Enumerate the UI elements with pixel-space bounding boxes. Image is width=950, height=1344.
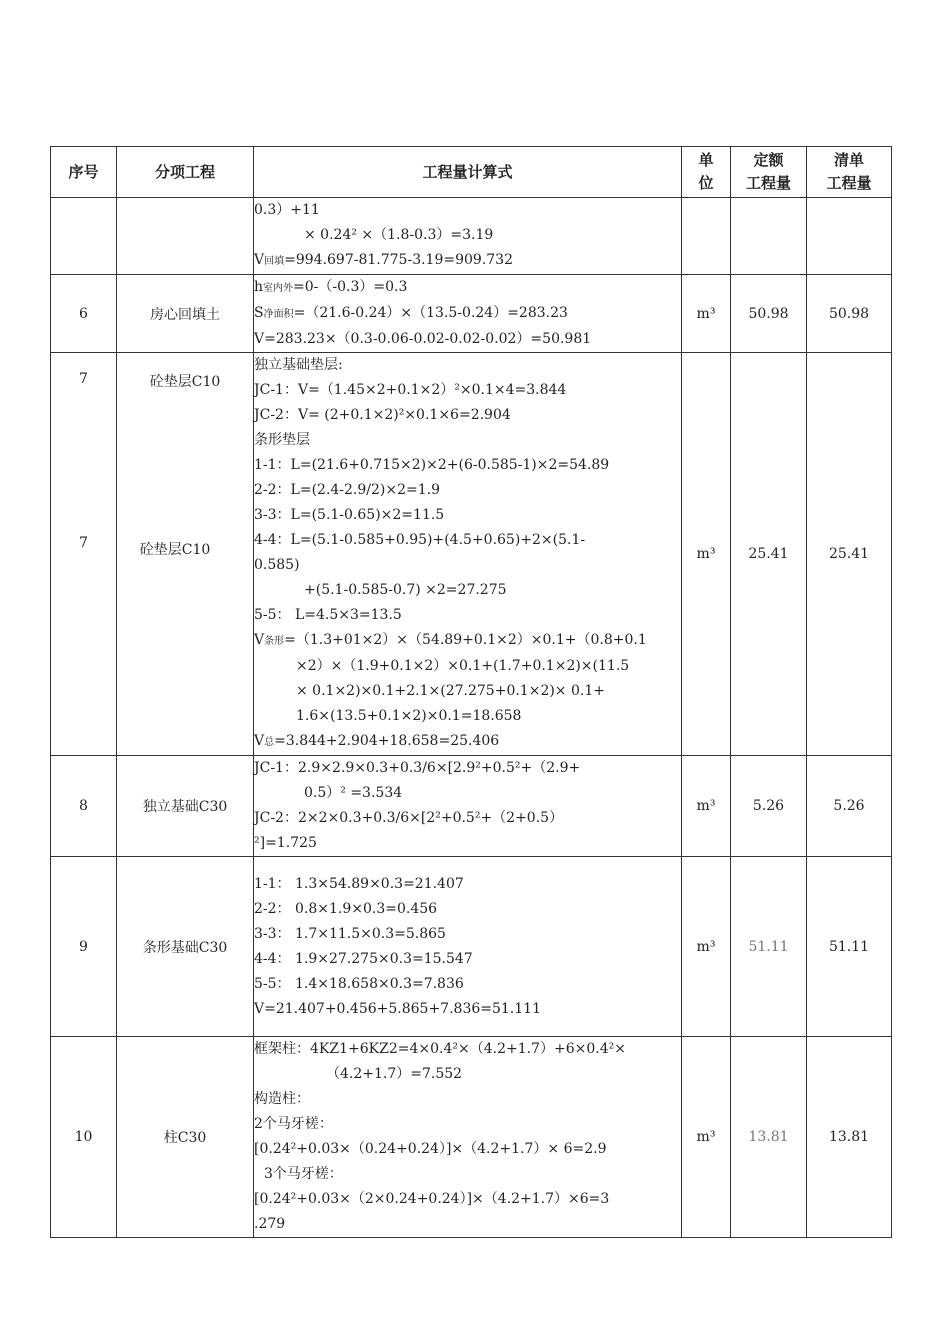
table-row bbox=[51, 756, 892, 857]
item-cell: 房心回填土 bbox=[117, 275, 254, 353]
formula-line bbox=[254, 628, 681, 654]
item-cell bbox=[117, 353, 254, 756]
list-cell: 50.98 bbox=[807, 275, 892, 353]
quota-cell: 5.26 bbox=[731, 756, 807, 857]
header-quota-line2: 工程量 bbox=[745, 174, 791, 192]
header-seq: 序号 bbox=[51, 147, 117, 198]
header-unit-line1: 单 bbox=[698, 151, 714, 169]
formula-text: V bbox=[254, 733, 265, 749]
formula-line: +(5.1-0.585-0.7) ×2=27.275 bbox=[304, 582, 507, 598]
formula-subscript: 回填 bbox=[264, 256, 285, 267]
unit-cell: m³ bbox=[682, 353, 731, 756]
quantity-table bbox=[50, 146, 892, 1238]
formula-line: ×2）×（1.9+0.1×2）×0.1+(1.7+0.1×2)×(11.5 bbox=[296, 658, 630, 674]
formula-line: 3-3：L=(5.1-0.65)×2=11.5 bbox=[254, 507, 445, 523]
table-row bbox=[51, 353, 892, 756]
quota-cell: 51.11 bbox=[731, 857, 807, 1037]
formula-line: .279 bbox=[254, 1216, 286, 1232]
formula-line: 3-3： 1.7×11.5×0.3=5.865 bbox=[254, 925, 446, 942]
formula-cell bbox=[254, 1037, 682, 1238]
list-cell: 13.81 bbox=[807, 1037, 892, 1238]
seq-cell bbox=[51, 198, 117, 275]
seq-cell: 10 bbox=[51, 1037, 117, 1238]
unit-cell: m³ bbox=[682, 857, 731, 1037]
formula-line: V=283.23×（0.3-0.06-0.02-0.02-0.02）=50.981 bbox=[254, 331, 592, 347]
header-list-line1: 清单 bbox=[833, 151, 864, 169]
formula-text: =（1.3+01×2）×（54.89+0.1×2）×0.1+（0.8+0.1 bbox=[284, 632, 647, 648]
formula-line: 1-1： 1.3×54.89×0.3=21.407 bbox=[254, 875, 464, 892]
formula-cell bbox=[254, 198, 682, 275]
formula-line: JC-2：V= (2+0.1×2)²×0.1×6=2.904 bbox=[254, 407, 511, 423]
formula-line: 0.3）+11 bbox=[254, 202, 320, 218]
formula-line: 2-2：L=(2.4-2.9/2)×2=1.9 bbox=[254, 482, 441, 498]
item-cell bbox=[117, 198, 254, 275]
formula-subscript: 总 bbox=[264, 737, 275, 748]
header-list bbox=[807, 147, 892, 198]
list-cell bbox=[807, 198, 892, 275]
header-row bbox=[51, 147, 892, 198]
formula-cell bbox=[254, 275, 682, 353]
header-list-line2: 工程量 bbox=[826, 174, 872, 192]
table-row bbox=[51, 275, 892, 353]
seq-top-label: 7 bbox=[79, 371, 88, 387]
formula-subscript: 室内外 bbox=[263, 283, 294, 294]
formula-line: 4-4： 1.9×27.275×0.3=15.547 bbox=[254, 950, 473, 967]
formula-line: 条形垫层 bbox=[254, 432, 310, 448]
table-row bbox=[51, 857, 892, 1037]
unit-cell: m³ bbox=[682, 756, 731, 857]
formula-text: V bbox=[254, 632, 265, 648]
unit-cell: m³ bbox=[682, 1037, 731, 1238]
seq-cell: 9 bbox=[51, 857, 117, 1037]
formula-subscript: 条形 bbox=[264, 636, 285, 647]
header-quota bbox=[731, 147, 807, 198]
formula-line: 构造柱： bbox=[254, 1091, 310, 1107]
list-cell: 51.11 bbox=[807, 857, 892, 1037]
formula-line: 2个马牙槎： bbox=[254, 1116, 333, 1132]
formula-line: × 0.24² ×（1.8-0.3）=3.19 bbox=[304, 227, 494, 243]
item-cell: 条形基础C30 bbox=[117, 857, 254, 1037]
quota-cell: 50.98 bbox=[731, 275, 807, 353]
formula-line: JC-1：V=（1.45×2+0.1×2）²×0.1×4=3.844 bbox=[254, 382, 567, 398]
formula-line: 0.5）² =3.534 bbox=[304, 785, 403, 801]
quota-cell bbox=[731, 198, 807, 275]
header-item: 分项工程 bbox=[117, 147, 254, 198]
header-unit-line2: 位 bbox=[698, 174, 714, 192]
formula-line bbox=[254, 729, 681, 755]
table-row bbox=[51, 1037, 892, 1238]
unit-cell: m³ bbox=[682, 275, 731, 353]
formula-subscript: 净面积 bbox=[263, 309, 294, 320]
seq-cell: 6 bbox=[51, 275, 117, 353]
formula-text: =3.844+2.904+18.658=25.406 bbox=[274, 733, 500, 749]
item-cell: 柱C30 bbox=[117, 1037, 254, 1238]
formula-line: [0.24²+0.03×（2×0.24+0.24）]×（4.2+1.7）×6=3 bbox=[254, 1191, 610, 1207]
formula-line: 1-1：L=(21.6+0.715×2)×2+(6-0.585-1)×2=54.89 bbox=[254, 457, 610, 473]
header-unit bbox=[682, 147, 731, 198]
formula-cell bbox=[254, 353, 682, 756]
formula-line: 0.585) bbox=[254, 557, 300, 573]
formula-line: 2-2： 0.8×1.9×0.3=0.456 bbox=[254, 900, 438, 917]
unit-cell bbox=[682, 198, 731, 275]
formula-text: =0-（-0.3）=0.3 bbox=[293, 279, 408, 295]
formula-line: JC-2：2×2×0.3+0.3/6×[2²+0.5²+（2+0.5） bbox=[254, 810, 564, 826]
quota-cell: 25.41 bbox=[731, 353, 807, 756]
formula-text: V bbox=[254, 252, 265, 268]
formula-cell bbox=[254, 857, 682, 1037]
table-row bbox=[51, 198, 892, 275]
formula-line: 1.6×(13.5+0.1×2)×0.1=18.658 bbox=[296, 708, 522, 724]
formula-line: 5-5： L=4.5×3=13.5 bbox=[254, 607, 402, 623]
formula-text: h bbox=[254, 279, 264, 295]
list-cell: 25.41 bbox=[807, 353, 892, 756]
list-cell: 5.26 bbox=[807, 756, 892, 857]
formula-line: × 0.1×2)×0.1+2.1×(27.275+0.1×2)× 0.1+ bbox=[296, 683, 605, 699]
formula-line bbox=[254, 301, 681, 327]
formula-text: =994.697-81.775-3.19=909.732 bbox=[284, 252, 513, 268]
seq-cell bbox=[51, 353, 117, 756]
quota-cell: 13.81 bbox=[731, 1037, 807, 1238]
item-top-label: 砼垫层C10 bbox=[149, 374, 221, 390]
formula-line bbox=[254, 275, 681, 301]
formula-text: =（21.6-0.24）×（13.5-0.24）=283.23 bbox=[293, 305, 568, 321]
formula-line: 4-4：L=(5.1-0.585+0.95)+(4.5+0.65)+2×(5.1- bbox=[254, 532, 586, 548]
formula-line: [0.24²+0.03×（0.24+0.24）]×（4.2+1.7）× 6=2.9 bbox=[254, 1141, 607, 1157]
item-label: 砼垫层C10 bbox=[139, 542, 211, 558]
seq-cell: 8 bbox=[51, 756, 117, 857]
header-formula: 工程量计算式 bbox=[254, 147, 682, 198]
formula-cell bbox=[254, 756, 682, 857]
formula-line bbox=[254, 248, 681, 274]
seq-label: 7 bbox=[79, 535, 88, 551]
formula-line: V=21.407+0.456+5.865+7.836=51.111 bbox=[254, 1000, 541, 1017]
formula-line: 框架柱：4KZ1+6KZ2=4×0.4²×（4.2+1.7）+6×0.4²× bbox=[254, 1041, 626, 1057]
item-cell: 独立基础C30 bbox=[117, 756, 254, 857]
formula-line: JC-1：2.9×2.9×0.3+0.3/6×[2.9²+0.5²+（2.9+ bbox=[254, 760, 581, 776]
formula-line: 独立基础垫层: bbox=[254, 357, 343, 373]
formula-line: ²]=1.725 bbox=[254, 835, 317, 851]
formula-line: 5-5： 1.4×18.658×0.3=7.836 bbox=[254, 975, 464, 992]
formula-text: S bbox=[254, 305, 264, 321]
formula-line: 3个马牙槎： bbox=[264, 1166, 343, 1182]
header-quota-line1: 定额 bbox=[753, 151, 784, 169]
formula-line: （4.2+1.7）=7.552 bbox=[326, 1066, 463, 1082]
